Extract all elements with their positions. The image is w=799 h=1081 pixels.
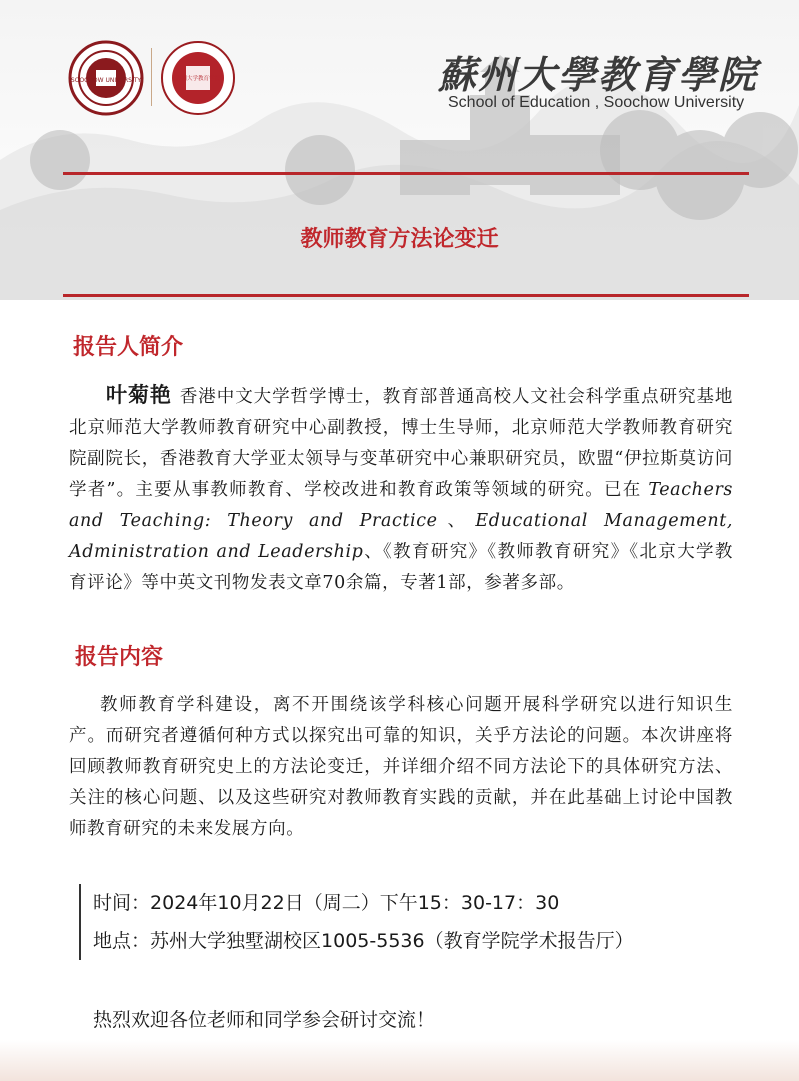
journal-2: Educational Management, Administration and Leadership [69, 511, 733, 562]
logo1-text: SOOCHOW UNIVERSITY [70, 77, 142, 84]
journal-sep: 、 [437, 511, 476, 531]
lecture-title: 教师教育方法论变迁 [300, 227, 499, 252]
logo-divider [151, 48, 152, 106]
school-name-cn: 蘇州大學教育學院 [438, 52, 759, 97]
logo2-text: 苏州大学教育学院 [175, 76, 221, 82]
place-label: 地点： [93, 930, 151, 952]
time-label: 时间： [93, 892, 151, 914]
content-text: 教师教育学科建设，离不开围绕该学科核心问题开展科学研究以进行知识生产。而研究者遵循何种方式以探究出可靠的知识，关乎方法论的问题。本次讲座将回顾教师教育研究史上的方法论变迁，并详细介绍不同方法论下的具体研究方法、关注的核心问题、以及这些研究对教师教育实践的贡献，并在此基础上讨论中国教师教育研究的未来发展方向。 [69, 695, 733, 839]
speaker-bio [69, 380, 733, 599]
speaker-name: 叶菊艳 [106, 383, 172, 407]
welcome-message: 热烈欢迎各位老师和同学参会研讨交流！ [93, 1009, 436, 1031]
university-logo [68, 40, 144, 116]
event-info [79, 884, 634, 960]
top-divider [63, 172, 749, 175]
place-value: 苏州大学独墅湖校区1005-5536（教育学院学术报告厅） [150, 930, 634, 952]
place-row [93, 922, 634, 960]
footer-fade [0, 1040, 799, 1081]
time-value: 2024年10月22日（周二）下午15：30-17：30 [150, 892, 560, 914]
time-row [93, 884, 634, 922]
bottom-divider [63, 294, 749, 297]
bio-tail: 、《教育研究》《教师教育研究》《北京大学教育评论》等中英文刊物发表文章70余篇，专著1部，参著多部。 [69, 542, 733, 593]
content-heading: 报告内容 [75, 645, 164, 670]
school-name-en: School of Education , Soochow University [448, 94, 745, 111]
school-logo [160, 40, 236, 116]
journal-1: Teachers and Teaching: Theory and Practice [69, 480, 733, 531]
speaker-heading: 报告人简介 [73, 335, 184, 360]
bio-text: 香港中文大学哲学博士，教育部普通高校人文社会科学重点研究基地北京师范大学教师教育研究中心副教授，博士生导师，北京师范大学教师教育研究院副院长，香港教育大学亚太领导与变革研究中心兼职研究员，欧盟“伊拉斯莫访问学者”。主要从事教师教育、学校改进和教育政策等领域的研究。已在 [69, 387, 733, 500]
